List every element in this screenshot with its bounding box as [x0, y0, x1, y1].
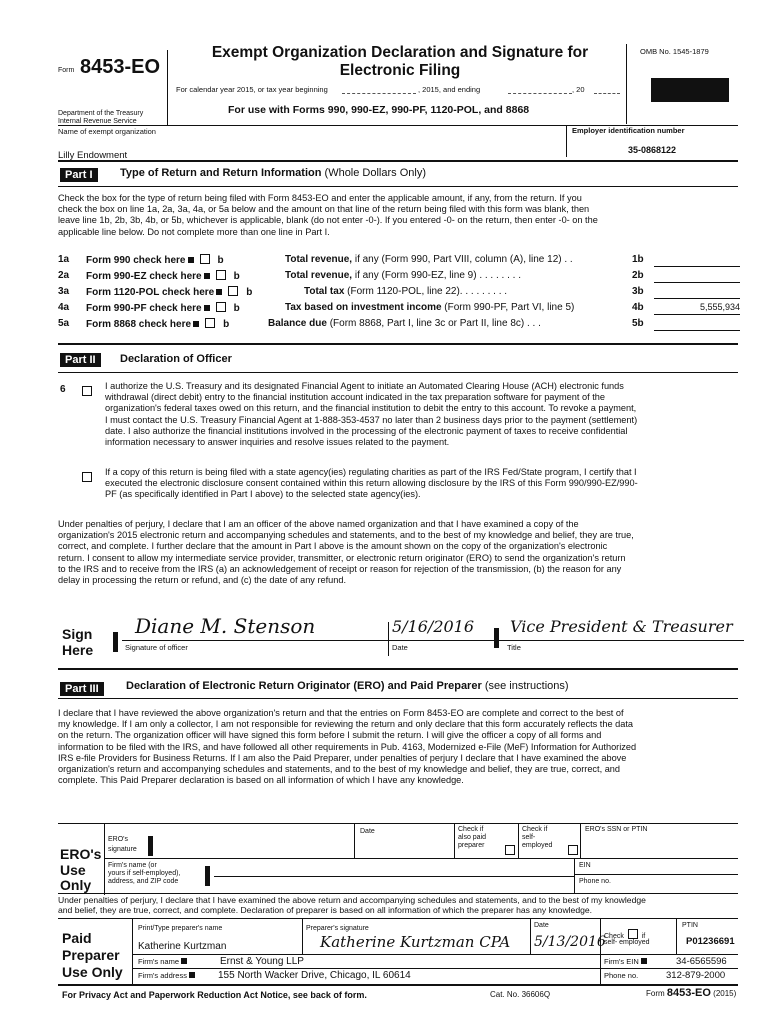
part1-title [120, 167, 426, 179]
ero-phone-label: Phone no. [579, 878, 611, 885]
footer-form-id [646, 987, 736, 999]
firm-address-value[interactable]: 155 North Wacker Drive, Chicago, IL 60614 [218, 970, 411, 981]
line-description: Balance due (Form 8868, Part I, line 3c or Part II, line 8c) . . . [268, 318, 541, 329]
form-type-checkbox[interactable] [205, 318, 215, 328]
form-check-label: Form 1120-POL check here b [86, 287, 253, 298]
form-type-checkbox[interactable] [216, 270, 226, 280]
form-check-label: Form 990-PF check here b [86, 303, 240, 314]
line-number: 4a [58, 302, 70, 313]
ero-paid-preparer-checkbox[interactable] [505, 845, 515, 855]
part3-title-main: Declaration of Electronic Return Originator (ERO) and Paid Preparer [126, 680, 482, 692]
line-number: 3a [58, 286, 70, 297]
line-description: Total revenue, if any (Form 990, Part VIII, column (A), line 12) . . [285, 254, 573, 265]
tax-year-end-field[interactable] [508, 93, 572, 94]
firm-name-label-text: Firm's name [138, 957, 180, 966]
line-amount-field[interactable] [654, 318, 740, 331]
line-description: Tax based on investment income (Form 990-PF, Part VI, line 5) [285, 302, 575, 313]
firm-address-label-text: Firm's address [138, 971, 187, 980]
preparer-signature-value[interactable]: Katherine Kurtzman CPA [320, 933, 511, 951]
officer-title-value[interactable]: Vice President & Treasurer [510, 617, 733, 636]
sign-here-label2: Here [62, 642, 94, 658]
firm-ein-label-text: Firm's EIN [604, 957, 639, 966]
line-amount-field[interactable] [654, 286, 740, 299]
redaction-box [651, 78, 729, 102]
self-employed-checkbox[interactable] [628, 929, 638, 939]
tax-year-end-year-field[interactable] [594, 93, 620, 94]
omb-number: OMB No. 1545-1879 [640, 47, 709, 56]
firm-name-label [138, 958, 187, 967]
ach-authorization-text: I authorize the U.S. Treasury and its designated Financial Agent to initiate an Automated Clearing House (ACH) electronic funds withdrawal (direct debit) entry to the financial institution account indicated in the tax preparation software for payment of the organization's federal taxes owed on this return, and the financial institution to debit the entry to this account. To revoke a payment, I must contact the U.S. Treasury Financial Agent at 1-888-353-4537 no later than 2 business days prior to the payment (settlement) date. I also authorize the financial institutions involved in the processing of the electronic payment of taxes to receive confidential information necessary to answer inquiries and resolve issues related to the payment. [105, 381, 638, 448]
ero-firm-label: Firm's name (or yours if self-employed), address, and ZIP code [108, 862, 181, 885]
part2-label: Part II [60, 353, 101, 367]
line-ref: 3b [632, 286, 644, 297]
ero-use-only-2: Use [60, 862, 86, 878]
catalog-number: Cat. No. 36606Q [490, 990, 551, 999]
officer-date-value[interactable]: 5/16/2016 [392, 617, 475, 636]
line-number: 5a [58, 318, 70, 329]
line-ref: 4b [632, 302, 644, 313]
arrow-icon [193, 321, 199, 327]
form-type-checkbox[interactable] [216, 302, 226, 312]
officer-perjury-text: Under penalties of perjury, I declare that I am an officer of the above named organization and that I have examined a copy of the organization's 2015 electronic return and accompanying schedules and statements, and to the best of my knowledge and belief, they are true, correct, and complete. I further declare that the amount in Part I above is the amount shown on the copy of the organization's electronic return. I consent to allow my intermediate service provider, transmitter, or electronic return originator (ERO) to send the organization's return to the IRS and to receive from the IRS (a) an acknowledgement of receipt or reason for rejection of the transmission, (b) the reason for any delay in processing the return or refund, and (c) the date of any refund. [58, 519, 634, 586]
preparer-self-employed-label: self- employed [604, 939, 650, 946]
line6-number: 6 [60, 384, 66, 395]
sign-here-arrow [113, 632, 118, 652]
form-title-line2: Electronic Filing [339, 62, 461, 79]
form-check-label: Form 990-EZ check here b [86, 271, 240, 282]
firm-name-arrow-icon [181, 958, 187, 964]
firm-name-value[interactable]: Ernst & Young LLP [220, 956, 304, 967]
preparer-signature-label: Preparer's signature [306, 925, 369, 932]
firm-address-label [138, 972, 195, 981]
paid-preparer-label-1: Paid [62, 930, 92, 946]
ero-use-only-1: ERO's [60, 846, 102, 862]
firm-address-arrow-icon [189, 972, 195, 978]
form-type-checkbox[interactable] [200, 254, 210, 264]
line-amount-field[interactable] [654, 270, 740, 283]
form-number: 8453-EO [80, 56, 161, 78]
firm-ein-value[interactable]: 34-6565596 [676, 956, 727, 967]
signature-officer-label: Signature of officer [125, 643, 188, 652]
preparer-name-label: Print/Type preparer's name [138, 925, 223, 932]
ero-ssn-label: ERO's SSN or PTIN [585, 826, 648, 833]
ero-use-only-3: Only [60, 877, 92, 893]
arrow-icon [188, 257, 194, 263]
preparer-perjury-text: Under penalties of perjury, I declare that I have examined the above return and accompanying schedules and statements, and to the best of my knowledge and belief, they are true, correct, and complete. Declaration of preparer is based on all information of which the preparer has any knowledge. [58, 895, 646, 915]
title-arrow [494, 628, 499, 648]
calendar-year-mid: , 2015, and ending [418, 85, 481, 94]
preparer-date-label: Date [534, 922, 549, 929]
ero-signature-arrow [148, 836, 153, 856]
title-label: Title [507, 643, 521, 652]
arrow-icon [204, 273, 210, 279]
date-label: Date [392, 643, 408, 652]
line-ref: 2b [632, 270, 644, 281]
footer-form-label: Form [646, 989, 665, 998]
ero-declaration-text: I declare that I have reviewed the above organization's return and that the entries on Form 8453-EO are complete and correct to the best of my knowledge. If I am only a collector, I am not responsible for reviewing the return and only declare that this form accurately reflects the data on the return. The organization officer will have signed this form before I submit the return. I will give the officer a copy of all forms and information to be filed with the IRS, and have followed all other requirements in Pub. 4163, Modernized e-File (MeF) Information for Authorized IRS e-file Providers for Business Returns. If I am also the Paid Preparer, under penalties of perjury I declare that I have examined the above organization's return and accompanying schedules and statements, and to the best of my knowledge and belief, they are true, correct, and complete. This Paid Preparer declaration is based on all information of which I have any knowledge. [58, 708, 637, 786]
state-filing-checkbox[interactable] [82, 472, 92, 482]
footer-form-year: (2015) [713, 989, 737, 998]
line-number: 1a [58, 254, 70, 265]
use-with-forms: For use with Forms 990, 990-EZ, 990-PF, 1120-POL, and 8868 [228, 104, 530, 116]
sign-here-label1: Sign [62, 626, 93, 642]
part3-title-suffix: (see instructions) [484, 680, 569, 692]
ero-signature-field[interactable] [156, 823, 354, 857]
calendar-year-prefix: For calendar year 2015, or tax year beginning [176, 85, 328, 94]
part1-instructions: Check the box for the type of return being filed with Form 8453-EO and enter the applicable amount, if any, from the return. If you check the box on line 1a, 2a, 3a, 4a, or 5a below and the amount on that line of the return being filed with this form was blank, then leave line 1b, 2b, 3b, 4b, or 5b, whichever is applicable, blank (do not enter -0-). If you entered -0- on the return, then enter -0- on the applicable line below. Do not complete more than one line in Part I. [58, 193, 598, 237]
ero-self-employed-check: Check if self- employed [522, 826, 553, 849]
paid-preparer-label-3: Use Only [62, 964, 123, 980]
line-description: Total tax (Form 1120-POL, line 22). . . . . . . . . [304, 286, 508, 297]
state-filing-text: If a copy of this return is being filed with a state agency(ies) regulating charities as part of the IRS Fed/State program, I certify that I executed the electronic disclosure consent contained within this return allowing disclosure by the IRS of this Form 990/990-EZ/990- PF (as specifically identified in Part I above) to the selected state agency(ies). [105, 467, 638, 500]
firm-ein-label [604, 958, 647, 967]
part3-label: Part III [60, 682, 104, 696]
irs-label: Internal Revenue Service [58, 118, 137, 125]
preparer-date-value[interactable]: 5/13/2016 [534, 934, 606, 950]
tax-year-begin-field[interactable] [342, 93, 416, 94]
line-amount-field[interactable]: 5,555,934 [654, 302, 740, 315]
ero-firm-arrow [205, 866, 210, 886]
org-name-label: Name of exempt organization [58, 127, 156, 136]
ero-paid-preparer-check: Check if also paid preparer [458, 826, 487, 849]
ero-signature-label-1: ERO's [108, 836, 129, 843]
ero-self-employed-checkbox[interactable] [568, 845, 578, 855]
calendar-year-suffix: , 20 [572, 85, 585, 94]
form-label: Form [58, 67, 75, 74]
org-name-value: Lilly Endowment [58, 150, 128, 161]
line-ref: 5b [632, 318, 644, 329]
form-type-checkbox[interactable] [228, 286, 238, 296]
part2-title: Declaration of Officer [120, 353, 232, 365]
arrow-icon [216, 289, 222, 295]
phone-label: Phone no. [604, 971, 639, 980]
preparer-check-word: Check [604, 933, 624, 940]
line-amount-field[interactable] [654, 254, 740, 267]
officer-signature[interactable]: Diane M. Stenson [135, 614, 316, 638]
part1-label: Part I [60, 168, 98, 182]
arrow-icon [204, 305, 210, 311]
part3-title [126, 680, 569, 692]
part1-title-main: Type of Return and Return Information [120, 167, 322, 179]
preparer-name-value[interactable]: Katherine Kurtzman [138, 941, 227, 952]
line-number: 2a [58, 270, 70, 281]
preparer-ptin-value[interactable]: P01236691 [686, 936, 735, 947]
ero-ein-label: EIN [579, 862, 591, 869]
line-ref: 1b [632, 254, 644, 265]
ein-label: Employer identification number [572, 126, 685, 135]
ach-checkbox[interactable] [82, 386, 92, 396]
form-title-line1: Exempt Organization Declaration and Signature for [211, 44, 589, 61]
footer-form-number: 8453-EO [666, 987, 711, 999]
ein-value: 35-0868122 [628, 145, 677, 155]
dept-treasury: Department of the Treasury [58, 110, 144, 117]
form-check-label: Form 990 check here b [86, 255, 224, 266]
line-description: Total revenue, if any (Form 990-EZ, line 9) . . . . . . . . [285, 270, 521, 281]
paid-preparer-label-2: Preparer [62, 947, 120, 963]
preparer-ptin-label: PTIN [682, 922, 698, 929]
form-check-label: Form 8868 check here b [86, 319, 230, 330]
part1-title-suffix: (Whole Dollars Only) [324, 167, 426, 179]
privacy-notice: For Privacy Act and Paperwork Reduction Act Notice, see back of form. [62, 990, 367, 1000]
ero-signature-label-2: signature [108, 846, 137, 853]
phone-value[interactable]: 312-879-2000 [666, 970, 726, 981]
firm-ein-arrow-icon [641, 958, 647, 964]
ero-date-label: Date [360, 828, 375, 835]
preparer-check-if: if [641, 933, 646, 940]
